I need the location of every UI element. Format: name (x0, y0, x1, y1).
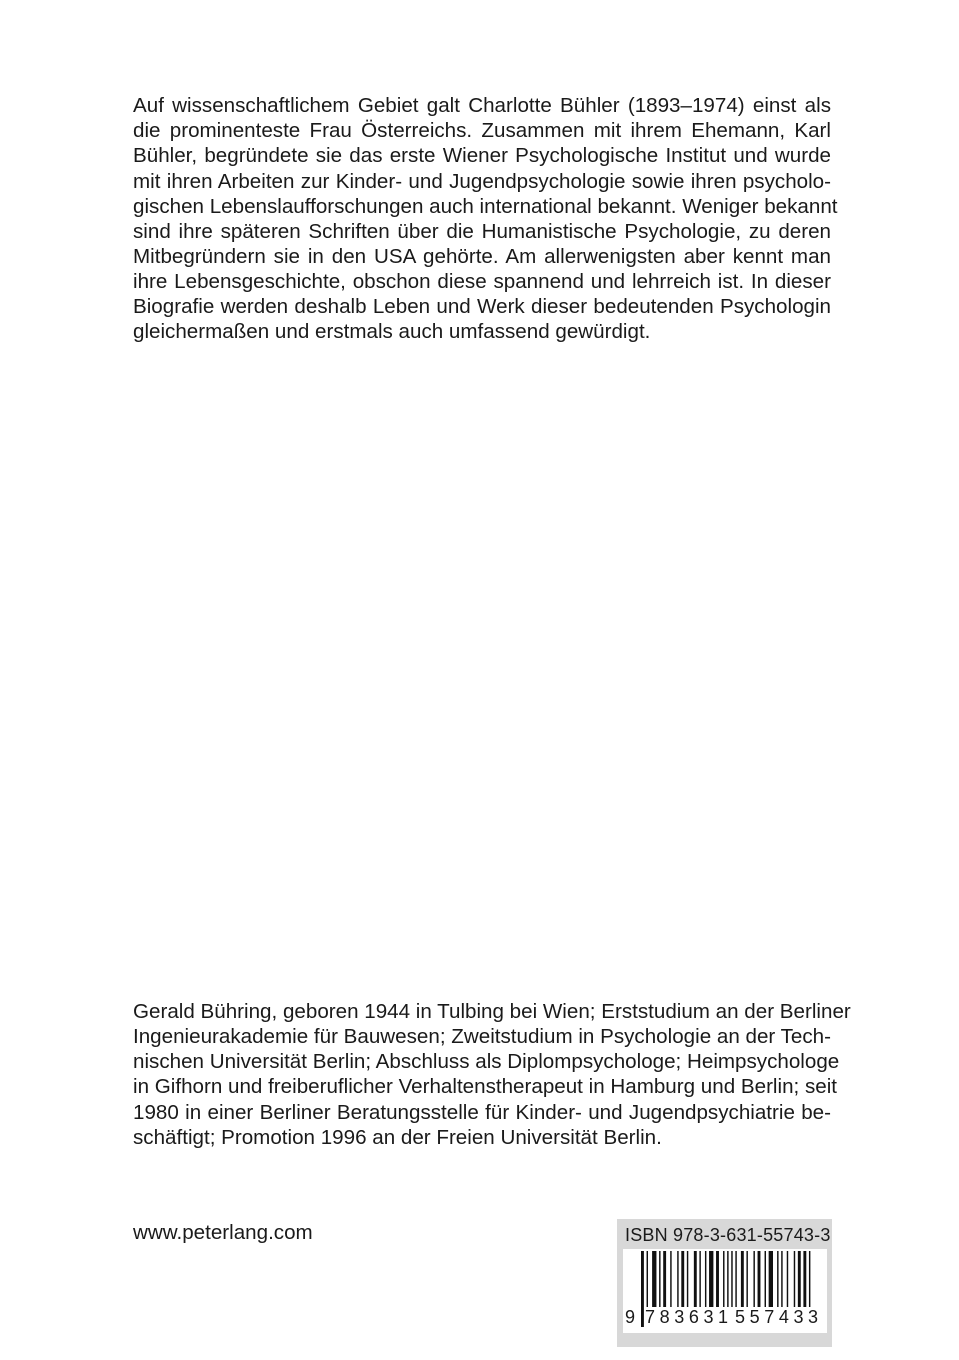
barcode-bar (670, 1251, 671, 1307)
barcode-bar (699, 1251, 700, 1307)
barcode-bar (777, 1251, 778, 1307)
barcode-bar (705, 1251, 706, 1307)
bio-line: Ingenieurakademie für Bauwesen; Zweitstudium in Psychologie an der Tech- (133, 1025, 831, 1048)
blurb-line: Biografie werden deshalb Leben und Werk dieser bedeutenden Psychologin (133, 295, 831, 318)
bio-line: schäftigt; Promotion 1996 an der Freien Universität Berlin. (133, 1126, 662, 1149)
barcode-right-digits: 557433 (735, 1307, 823, 1327)
blurb-line: Bühler, begründete sie das erste Wiener Psychologische Institut und wurde (133, 144, 831, 167)
barcode-first-digit: 9 (625, 1307, 640, 1327)
barcode-bar (735, 1251, 736, 1307)
barcode-bar (677, 1251, 678, 1307)
blurb-line: mit ihren Arbeiten zur Kinder- und Jugendpsychologie sowie ihren psycholo- (133, 170, 831, 193)
barcode-bar (663, 1251, 666, 1307)
isbn-label: ISBN 978-3-631-55743-3 (625, 1225, 831, 1245)
barcode-bar (681, 1251, 684, 1307)
barcode-bar (746, 1251, 747, 1307)
barcode (623, 1249, 827, 1333)
blurb-line: gischen Lebenslaufforschungen auch international bekannt. Weniger bekannt (133, 195, 838, 218)
bio-line: nischen Universität Berlin; Abschluss als Diplompsychologe; Heimpsychologe (133, 1050, 840, 1073)
barcode-bar (798, 1251, 801, 1307)
barcode-left-digits: 783631 (645, 1307, 733, 1327)
barcode-bar (687, 1251, 688, 1307)
bio-line: Gerald Bühring, geboren 1944 in Tulbing bei Wien; Erststudium an der Berliner (133, 1000, 851, 1023)
publisher-url[interactable]: www.peterlang.com (133, 1221, 313, 1244)
barcode-bar (659, 1251, 660, 1307)
barcode-bar (787, 1251, 788, 1307)
isbn-barcode-block (617, 1219, 832, 1347)
blurb-line: gleichermaßen und erstmals auch umfassend gewürdigt. (133, 320, 651, 343)
barcode-bar (758, 1251, 761, 1307)
barcode-bar (709, 1251, 713, 1307)
bio-line: in Gifhorn und freiberuflicher Verhaltenstherapeut in Hamburg und Berlin; seit (133, 1075, 838, 1098)
barcode-bar (641, 1251, 644, 1327)
barcode-bar (741, 1251, 744, 1307)
barcode-bar (794, 1251, 795, 1307)
blurb-line: sind ihre späteren Schriften über die Humanistische Psychologie, zu deren (133, 220, 831, 243)
barcode-bar (716, 1251, 719, 1307)
barcode-bar (781, 1251, 782, 1307)
blurb-line: ihre Lebensgeschichte, obschon diese spannend und lehrreich ist. In dieser (133, 270, 831, 293)
bio-line: 1980 in einer Berliner Beratungsstelle für Kinder- und Jugendpsychiatrie be- (133, 1101, 831, 1124)
blurb-line: die prominenteste Frau Österreichs. Zusammen mit ihrem Ehemann, Karl (133, 119, 831, 142)
barcode-bar (765, 1251, 766, 1307)
barcode-bar (753, 1251, 754, 1307)
barcode-bar (652, 1251, 656, 1307)
barcode-bar (769, 1251, 773, 1307)
barcode-bar (694, 1251, 697, 1307)
blurb-line: Auf wissenschaftlichem Gebiet galt Charlotte Bühler (1893–1974) einst als (133, 94, 831, 117)
blurb-line: Mitbegründern sie in den USA gehörte. Am allerwenigsten aber kennt man (133, 245, 831, 268)
